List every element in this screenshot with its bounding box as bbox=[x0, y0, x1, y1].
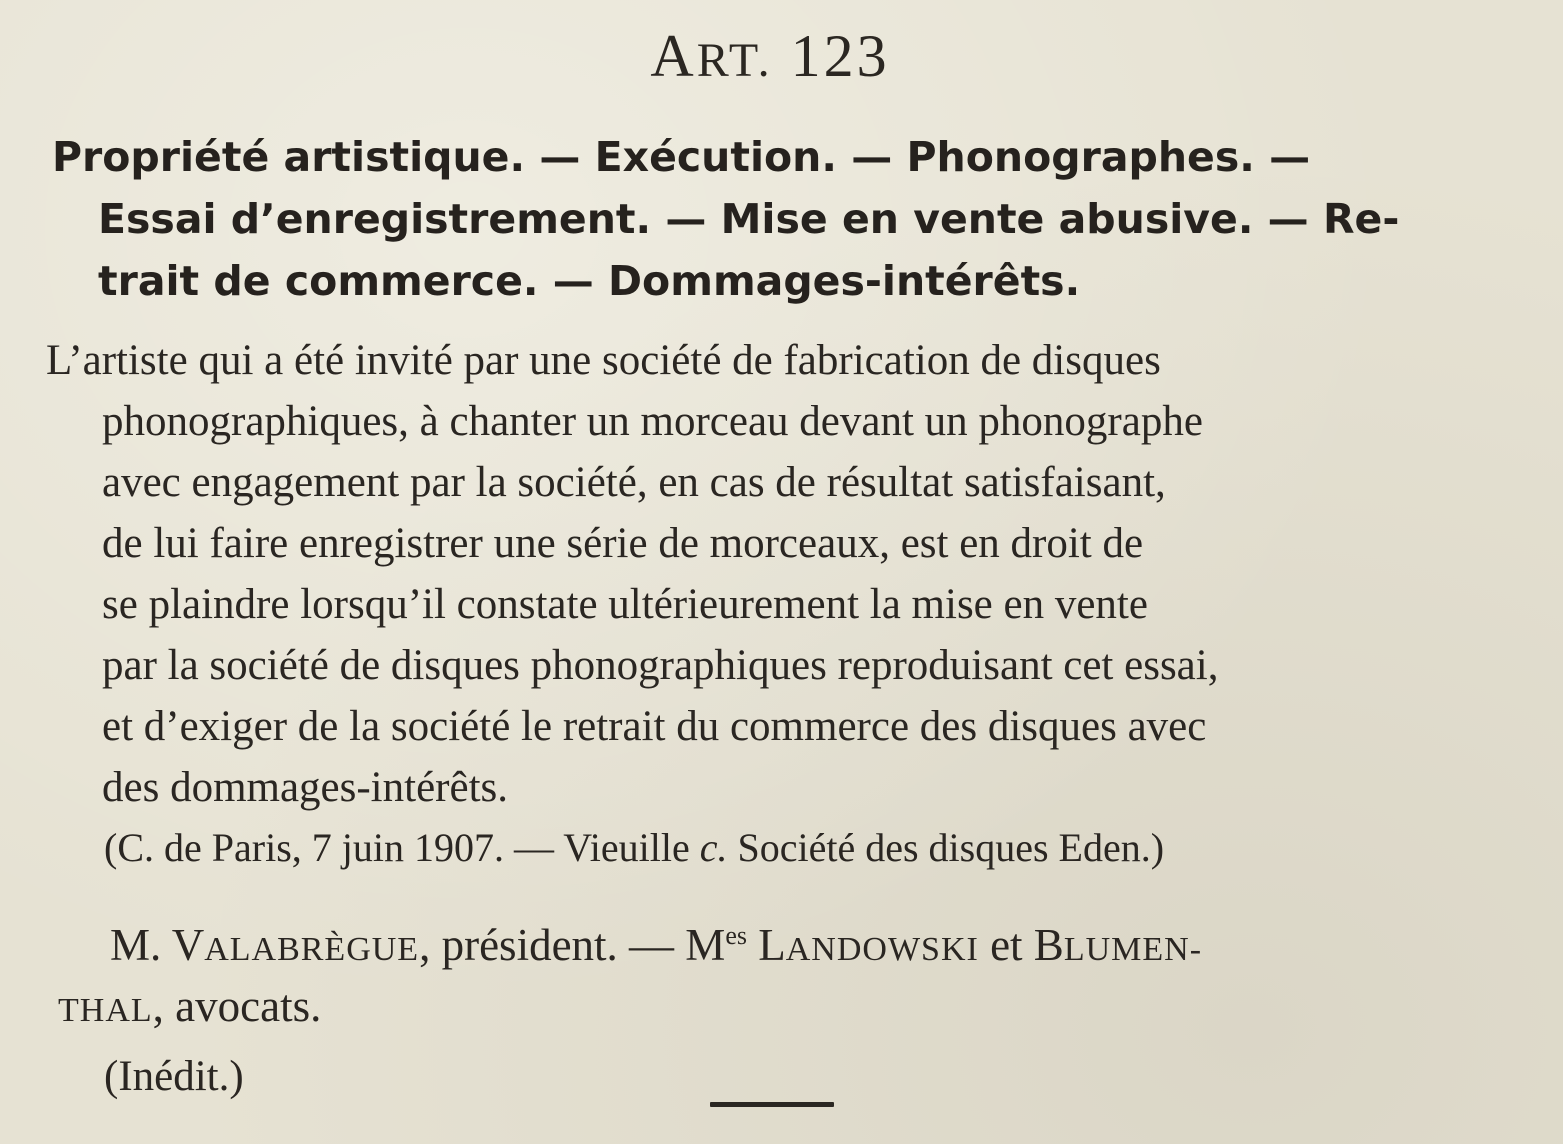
body-line: par la société de disques phonographiques reproduisant cet essai, bbox=[102, 642, 1219, 689]
citation-after: Société des disques Eden.) bbox=[727, 825, 1165, 870]
unpublished-note: (Inédit.) bbox=[104, 1053, 244, 1100]
article-title bbox=[0, 22, 1540, 91]
body-line: se plaindre lorsqu’il constate ultérieurement la mise en vente bbox=[102, 581, 1148, 628]
lawyers-line bbox=[58, 970, 321, 1047]
president-name: ALABRÈGUE bbox=[204, 931, 420, 968]
summary-paragraph bbox=[46, 330, 1496, 818]
body-line: et d’exiger de la société le retrait du commerce des disques avec bbox=[102, 703, 1207, 750]
heading-line: trait de commerce. — Dommages-intérêts. bbox=[98, 257, 1081, 305]
lawyer-conj: et B bbox=[978, 920, 1064, 970]
body-line: des dommages-intérêts. bbox=[102, 764, 509, 811]
case-citation bbox=[104, 824, 1164, 871]
citation-before: (C. de Paris, 7 juin 1907. — Vieuille bbox=[104, 825, 700, 870]
president-prefix: M. V bbox=[110, 920, 205, 970]
lawyer-1-cap: L bbox=[746, 920, 786, 970]
body-line: L’artiste qui a été invité par une société de fabrication de disques bbox=[46, 337, 1161, 384]
summary-heading bbox=[52, 126, 1492, 312]
lawyers-role: , avocats. bbox=[152, 981, 322, 1031]
section-divider bbox=[710, 1102, 834, 1107]
article-title-cap: A bbox=[650, 23, 697, 89]
citation-italic: c. bbox=[699, 825, 728, 870]
lawyer-1-name: ANDOWSKI bbox=[785, 931, 979, 968]
body-line: de lui faire enregistrer une série de morceaux, est en droit de bbox=[102, 520, 1144, 567]
plural-abbrev: es bbox=[725, 921, 747, 950]
article-number: 123 bbox=[790, 23, 890, 89]
article-title-rest: RT. bbox=[696, 34, 773, 87]
heading-line: Essai d’enregistrement. — Mise en vente abusive. — Re- bbox=[98, 195, 1400, 243]
lawyer-2-name-start: LUMEN- bbox=[1063, 931, 1203, 968]
body-line: phonographiques, à chanter un morceau devant un phonographe bbox=[102, 398, 1203, 445]
body-line: avec engagement par la société, en cas de résultat satisfaisant, bbox=[102, 459, 1166, 506]
lawyer-2-name-end: THAL bbox=[58, 992, 153, 1029]
president-role: , président. — M bbox=[419, 920, 726, 970]
heading-line: Propriété artistique. — Exécution. — Phonographes. — bbox=[52, 133, 1311, 181]
